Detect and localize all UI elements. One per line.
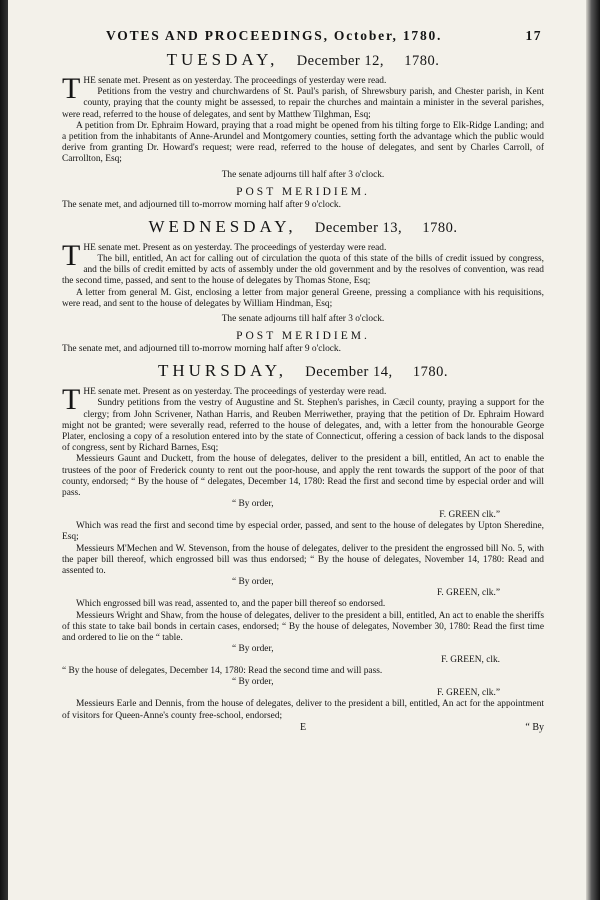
paragraph: THE senate met. Present as on yesterday. The proceedings of yesterday were read. [62, 383, 387, 417]
clerk-signature: F. GREEN, clk. [441, 655, 500, 666]
day-name: WEDNESDAY, [148, 216, 297, 236]
paragraph: Sundry petitions from the vestry of Augustine and St. Stephen's parishes, in Cæcil county, praying a support for the clergy; from John Scrivener, Nathan Harris, and Reuben Merriwether, praying that the petition of Dr. Ephraim Howard might not be granted; were severally read, referred to the house of delegates, and, with a letter from the honourable George Plater, enclosing a copy of a resolution entered into by the state of Connecticut, offering a cession of back lands to the disposal of congress, sent by Richard Barnes, Esq; [62, 398, 544, 454]
paragraph: Messieurs Wright and Shaw, from the house of delegates, deliver to the president a bill, entitled, An act to enable the sheriffs of this state to take bail bonds in certain cases, endorsed; “ By the house of delegates, November 30, 1780: Read the first time and ordered to lie on the “ table. [62, 610, 544, 643]
paragraph: Messieurs Earle and Dennis, from the house of delegates, deliver to the president a bill, entitled, An act for the appointment of visitors for Queen-Anne's county free-school, endorsed; [62, 699, 544, 721]
day-heading [62, 217, 544, 237]
post-meridiem-heading: POST MERIDIEM. [236, 185, 370, 198]
paragraph: Which engrossed bill was read, assented to, and the paper bill thereof so endorsed. [76, 599, 386, 610]
day-date: December 13, [314, 219, 403, 236]
paragraph: THE senate met. Present as on yesterday. The proceedings of yesterday were read. [62, 72, 387, 105]
scan-edge-right [586, 0, 600, 900]
post-meridiem-heading: POST MERIDIEM. [236, 330, 370, 343]
paragraph: A petition from Dr. Ephraim Howard, praying that a road might be opened from his tilting forge to Elk-Ridge Landing; and a petition from the inhabitants of Anne-Arundel and Montgomery counties, setting forth the advantage which the public would derive from granting Dr. Howard's request; were read, referred to the house of delegates, and sent by Charles Carroll, of Carrollton, Esq; [62, 120, 544, 165]
clerk-signature: F. GREEN, clk.” [436, 588, 500, 599]
day-name: THURSDAY, [157, 361, 288, 381]
page-number: 17 [525, 28, 542, 43]
day-heading [62, 361, 544, 381]
adjourn-note: The senate adjourns till half after 3 o'clock. [221, 169, 385, 180]
by-order-line: “ By order, [232, 577, 274, 588]
session-wednesday [62, 217, 544, 355]
clerk-signature: F. GREEN clk.” [439, 510, 500, 521]
clerk-signature: F. GREEN, clk.” [436, 688, 500, 699]
day-year: 1780. [422, 219, 458, 236]
paragraph: A letter from general M. Gist, enclosing a letter from major general Greene, pressing a compliance with his requisitions, were read, and sent to the house of delegates by William Hindman, Esq; [62, 287, 544, 309]
document-page [8, 0, 586, 900]
paragraph: The senate met, and adjourned till to-morrow morning half after 9 o'clock. [62, 199, 341, 210]
by-order-line: “ By order, [232, 644, 274, 655]
by-order-line: “ By order, [232, 499, 274, 510]
catchword: “ By [525, 721, 544, 733]
day-year: 1780. [404, 53, 440, 69]
day-date: December 14, [305, 364, 393, 381]
session-thursday [62, 361, 544, 732]
day-heading [62, 50, 544, 70]
running-title: VOTES AND PROCEEDINGS, October, 1780. [106, 28, 443, 43]
page-footer [62, 722, 544, 733]
paragraph: The bill, entitled, An act for calling out of circulation the quota of this state of the bills of credit issued by congress, and the bills of credit emitted by acts of assembly under the old government and by the resolves of convention, was read the second time, passed, and sent to the house of delegates by Thomas Stone, Esq; [62, 254, 544, 287]
paragraph: Petitions from the vestry and churchwardens of St. Paul's parish, of Shrewsbury parish, and Chester parish, in Kent county, praying that the county might be assessed, to repair the churches and maintain a minister in the several parishes, were read, referred to the house of delegates, and sent by Matthew Tilghman, Esq; [62, 87, 544, 120]
day-name: TUESDAY, [166, 50, 279, 69]
by-order-line: “ By order, [232, 677, 274, 688]
paragraph: Which was read the first and second time by especial order, passed, and sent to the house of delegates by Upton Sheredine, Esq; [62, 521, 544, 543]
paragraph: THE senate met. Present as on yesterday. The proceedings of yesterday were read. [62, 238, 387, 272]
running-head [106, 28, 542, 44]
paragraph: Messieurs Gaunt and Duckett, from the house of delegates, deliver to the president a bill, entitled, An act to enable the trustees of the poor of Frederick county to rent out the poor-house, and apply the rent towards the support of the poor of that county, endorsed; “ By the house of “ delegates, December 14, 1780: Read the first and second time by especial order and will pass. [62, 454, 544, 499]
signature-mark: E [299, 721, 307, 733]
day-year: 1780. [412, 364, 448, 381]
paragraph: The senate met, and adjourned till to-morrow morning half after 9 o'clock. [62, 344, 341, 355]
adjourn-note: The senate adjourns till half after 3 o'clock. [221, 314, 385, 325]
paragraph: “ By the house of delegates, December 14, 1780: Read the second time and will pass. [62, 666, 383, 677]
session-tuesday [62, 50, 544, 211]
paragraph: Messieurs M'Mechen and W. Stevenson, from the house of delegates, deliver to the president the engrossed bill No. 5, with the paper bill thereof, which engrossed bill was thus endorsed; “ By the house of delegates, November 14, 1780: Read and assented to. [62, 543, 544, 577]
day-date: December 12, [296, 53, 385, 69]
